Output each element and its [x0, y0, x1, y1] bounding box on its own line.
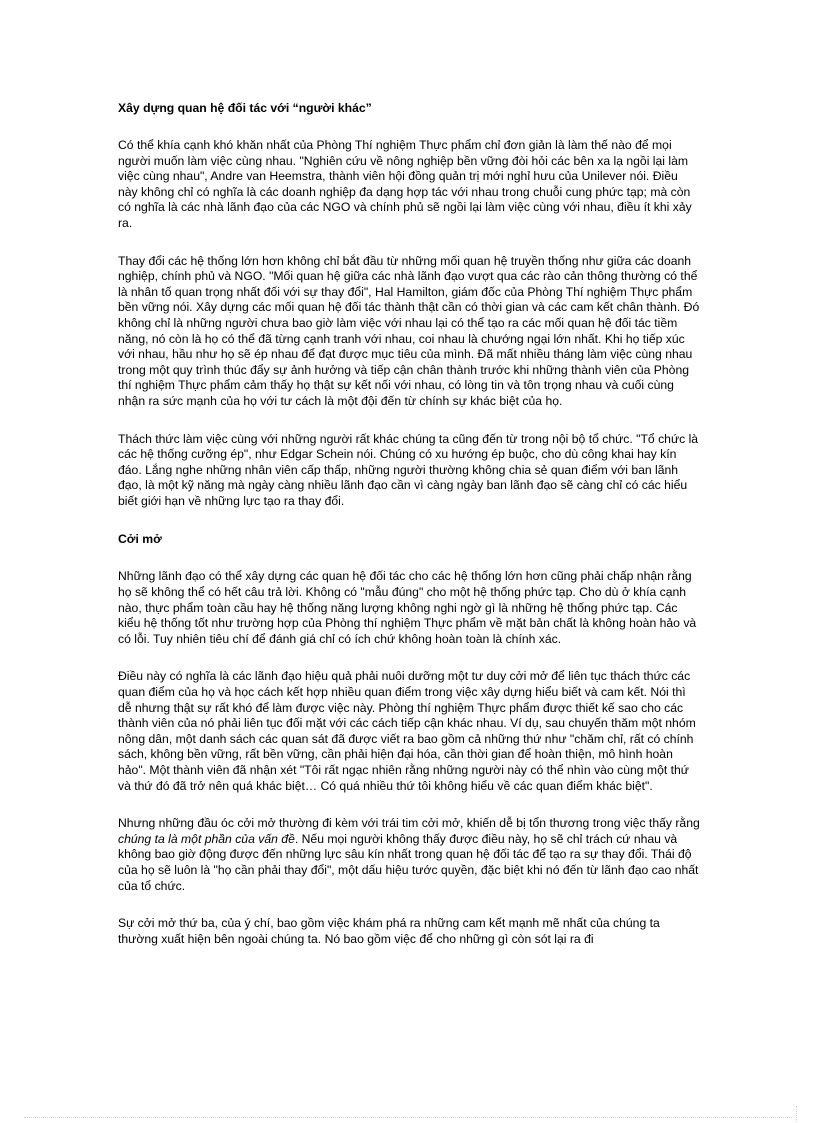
document-title: Xây dựng quan hệ đối tác với “người khác”	[118, 101, 372, 115]
section-paragraph-2: Điều này có nghĩa là các lãnh đạo hiệu quả phải nuôi dưỡng một tư duy cởi mở để liên tục thách thức các quan điểm của họ và học cách kết hợp nhiều quan điểm trong việc xây dựng hiểu biết và cam kết. Nói thì dễ nhưng thật sự rất khó để làm được việc này. Phòng thí nghiệm Thực phẩm được thiết kế sao cho các thành viên của nó phải liên tục đối mặt với các cách tiếp cận khác nhau. Ví dụ, sau chuyến thăm một nhóm nông dân, một danh sách các quan sát đã được viết ra bao gồm cả những thứ như "chăm chỉ, rất có chính sách, không bền vững, rất bền vững, cần phải hiện đại hóa, cần thời gian để hoàn thiện, mô hình hoàn hảo". Một thành viên đã nhận xét "Tôi rất ngạc nhiên rằng những người này có thể nhìn vào cùng một thứ và thứ đó đã trở nên quá khác biệt… Có quá nhiều thứ tôi không hiểu về các quan điểm khác biệt".	[118, 669, 696, 793]
section-paragraph-1: Những lãnh đạo có thể xây dựng các quan hệ đối tác cho các hệ thống lớn hơn cũng phải chấp nhận rằng họ sẽ không thể có hết câu trả lời. Không có "mẫu đúng" cho một hệ thống phức tạp. Cho dù ở khía cạnh nào, thực phẩm toàn cầu hay hệ thống năng lượng không nghi ngờ gì là những hệ thống phức tạp. Các kiểu hệ thống tốt như trường hợp của Phòng thí nghiệm Thực phẩm về mặt bản chất là không hoàn hảo và có lỗi. Tuy nhiên tiêu chí để đánh giá chỉ có ích chứ không hoàn toàn là chính xác.	[118, 569, 697, 646]
section-paragraph-3	[118, 816, 700, 894]
paragraph-text-after-italic: . Nếu mọi người không thấy được điều này, họ sẽ chỉ trách cứ nhau và không bao giờ động được đến những lực sâu kín nhất trong quan hệ đối tác để tạo ra sự thay đổi. Thái độ của họ sẽ luôn là "họ cần phải thay đổi", một dấu hiệu tước quyền, đặc biệt khi nó đến từ lãnh đạo cao nhất của tổ chức.	[118, 831, 699, 893]
document-page	[118, 100, 700, 969]
italic-phrase: chúng ta là một phần của vấn đề	[118, 831, 295, 846]
page-bottom-rule	[24, 1117, 792, 1118]
section-paragraph-4: Sự cởi mở thứ ba, của ý chí, bao gồm việc khám phá ra những cam kết mạnh mẽ nhất của chúng ta thường xuất hiện bên ngoài chúng ta. Nó bao gồm việc để cho những gì còn sót lại ra đi	[118, 916, 660, 946]
paragraph-3: Thách thức làm việc cùng với những người rất khác chúng ta cũng đến từ trong nội bộ tổ chức. "Tổ chức là các hệ thống cưỡng ép", như Edgar Schein nói. Chúng có xu hướng ép buộc, cho dù công khai hay kín đáo. Lắng nghe những nhân viên cấp thấp, những người thường không chia sẻ quan điểm với ban lãnh đạo, là một kỹ năng mà ngày càng nhiều lãnh đạo cần vì càng ngày ban lãnh đạo sẽ càng chỉ có các hiểu biết giới hạn về những lực tạo ra thay đổi.	[118, 431, 699, 508]
page-corner-mark	[796, 1106, 797, 1122]
paragraph-text-before-italic: Nhưng những đầu óc cởi mở thường đi kèm với trái tim cởi mở, khiến dễ bị tổn thương trong việc thấy rằng	[118, 816, 700, 831]
paragraph-1: Có thể khía cạnh khó khăn nhất của Phòng Thí nghiệm Thực phẩm chỉ đơn giản là làm thế nào để mọi người muốn làm việc cùng nhau. "Nghiên cứu về nông nghiệp bền vững đòi hỏi các bên xa lạ ngồi lại làm việc cùng nhau", Andre van Heemstra, thành viên hội đồng quản trị mới nghỉ hưu của Unilever nói. Điều này không chỉ có nghĩa là các doanh nghiệp đa dạng hợp tác với nhau trong chuỗi cung phức tạp; mà còn có nghĩa là các nhà lãnh đạo của các NGO và chính phủ sẽ ngồi lại làm việc cùng với nhau, điều ít khi xảy ra.	[118, 138, 692, 230]
paragraph-2: Thay đổi các hệ thống lớn hơn không chỉ bắt đầu từ những mối quan hệ truyền thống như giữa các doanh nghiệp, chính phủ và NGO. "Mối quan hệ giữa các nhà lãnh đạo vượt qua các rào cản thông thường có thể là nhân tố quan trọng nhất đối với sự thay đổi", Hal Hamilton, giám đốc của Phòng Thí nghiệm Thực phẩm bền vững nói. Xây dựng các mối quan hệ đối tác thành thật cần có thời gian và các cam kết chân thành. Đó không chỉ là những người chưa bao giờ làm việc với nhau lại có thể tạo ra các mối quan hệ đối tác tiềm năng, nó còn là họ có thể đã từng cạnh tranh với nhau, coi nhau là chướng ngại lớn nhất. Khi họ tiếp xúc với nhau, hầu như họ sẽ ép nhau để đạt được mục tiêu của mình. Đã mất nhiều tháng làm việc cùng nhau trong một quy trình thúc đẩy sự ảnh hưởng và tiếp cận chân thành trước khi những thành viên của Phòng thí nghiệm Thực phẩm cảm thấy họ thật sự kết nối với nhau, có lòng tin và tôn trọng nhau và cuối cùng nhận ra sức mạnh của họ với tư cách là một đội đến từ chính sự khác biệt của họ.	[118, 253, 700, 408]
section-heading: Cởi mở	[118, 532, 162, 547]
